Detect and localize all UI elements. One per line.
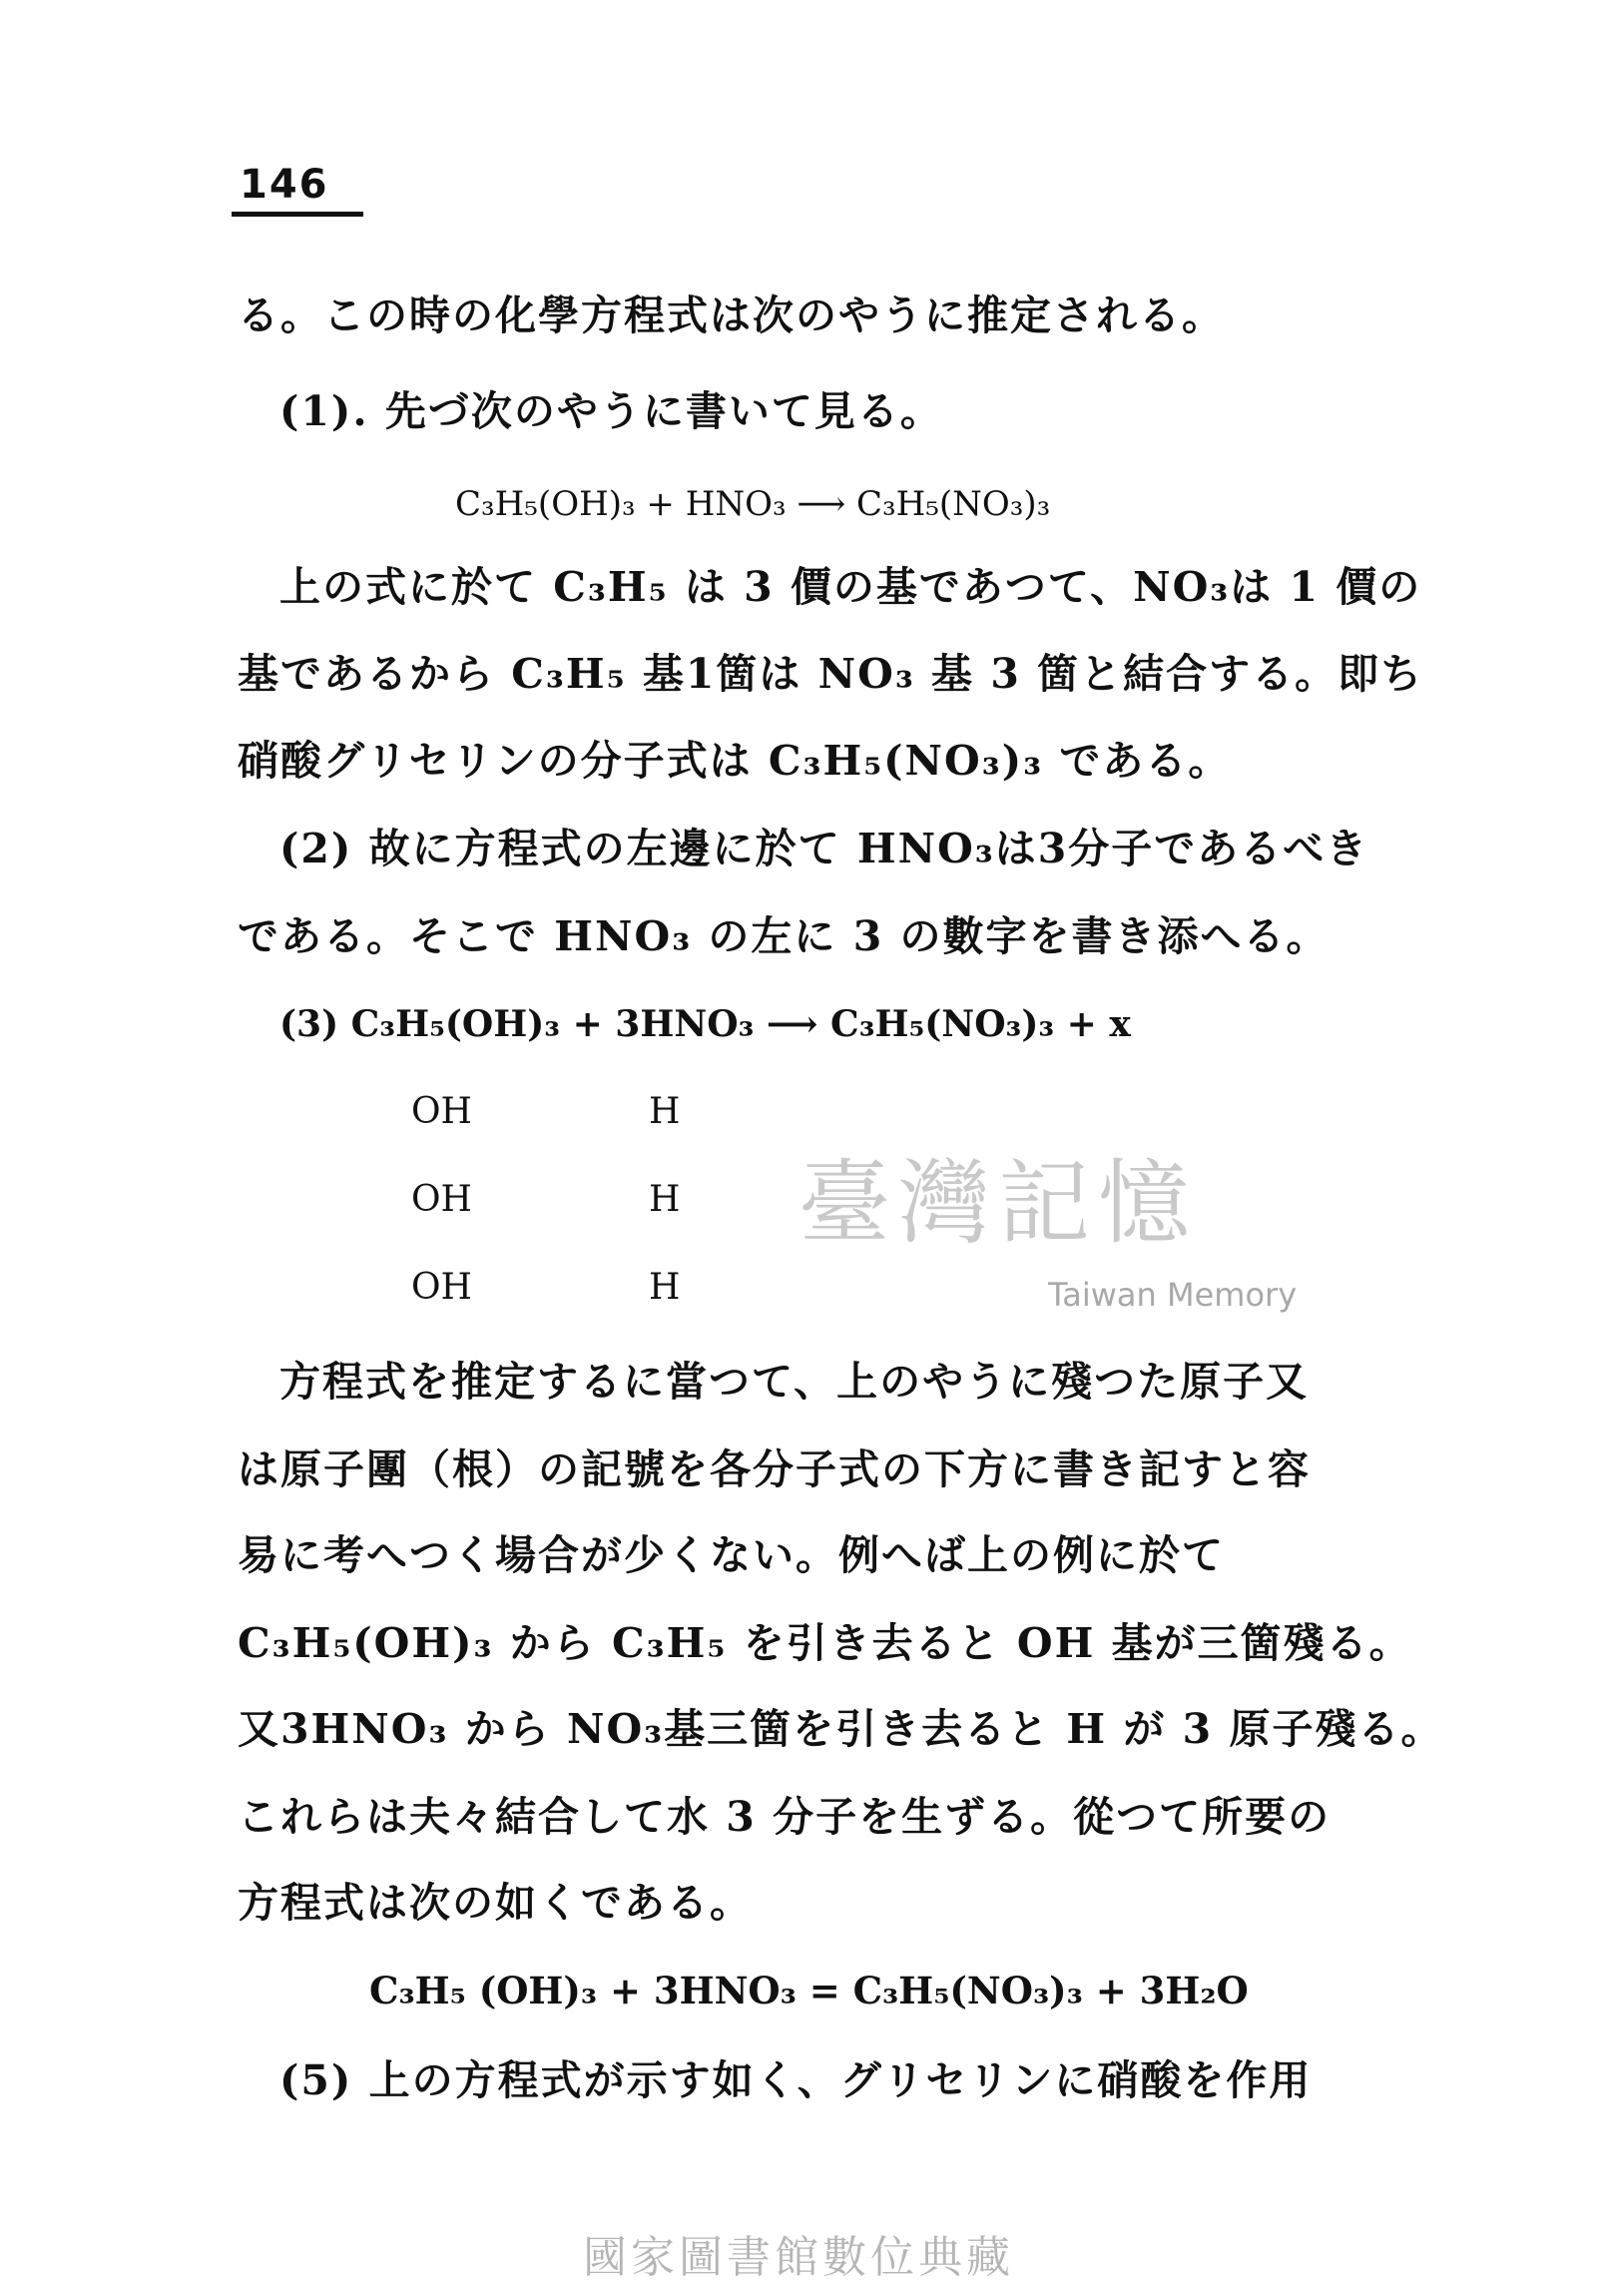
text-line-7: である。そこで HNO₃ の左に 3 の數字を書き添へる。 [238, 912, 1330, 960]
text-line-2: (1). 先づ次のやうに書いて見る。 [279, 387, 943, 435]
text-line-14: 方程式は次の如くである。 [238, 1879, 753, 1927]
text-line-5: 硝酸グリセリンの分子式は C₃H₅(NO₃)₃ である。 [238, 737, 1232, 785]
formula-final: C₃H₅ (OH)₃ + 3HNO₃ = C₃H₅(NO₃)₃ + 3H₂O [369, 1969, 1249, 2012]
page-number-rule [232, 212, 363, 217]
formula-step1: C₃H₅(OH)₃ + HNO₃ ⟶ C₃H₅(NO₃)₃ [455, 484, 1051, 524]
page-number: 146 [240, 162, 329, 208]
residue-h-2: H [649, 1179, 681, 1220]
text-line-10: 易に考へつく場合が少くない。例へば上の例に於て [238, 1531, 1225, 1579]
residue-h-1: H [649, 1091, 681, 1132]
library-footer: 國家圖書館數位典藏 [583, 2232, 1014, 2283]
residue-h-3: H [649, 1267, 681, 1308]
text-line-12: 又3HNO₃ から NO₃基三箇を引き去ると H が 3 原子殘る。 [238, 1705, 1444, 1753]
taiwan-memory-watermark [798, 1150, 1318, 1318]
text-line-3: 上の式に於て C₃H₅ は 3 價の基であつて、NO₃は 1 價の [279, 563, 1422, 611]
residue-oh-1: OH [411, 1091, 472, 1132]
text-line-1: る。この時の化學方程式は次のやうに推定される。 [238, 291, 1225, 339]
text-line-6: (2) 故に方程式の左邊に於て HNO₃は3分子であるべき [279, 825, 1369, 872]
text-line-8: 方程式を推定するに當つて、上のやうに殘つた原子又 [279, 1358, 1310, 1406]
watermark-title: 臺灣記憶 [798, 1150, 1199, 1257]
text-line-13: これらは夫々結合して水 3 分子を生ずる。從つて所要の [238, 1793, 1331, 1841]
text-line-4: 基であるから C₃H₅ 基1箇は NO₃ 基 3 箇と結合する。即ち [238, 650, 1424, 698]
text-line-11: C₃H₅(OH)₃ から C₃H₅ を引き去ると OH 基が三箇殘る。 [238, 1619, 1412, 1667]
residue-oh-2: OH [411, 1179, 472, 1220]
text-line-15: (5) 上の方程式が示す如く、グリセリンに硝酸を作用 [279, 2056, 1313, 2104]
watermark-subtitle: Taiwan Memory [1048, 1276, 1298, 1314]
residue-oh-3: OH [411, 1267, 472, 1308]
text-line-9: は原子團（根）の記號を各分子式の下方に書き記すと容 [238, 1445, 1311, 1493]
formula-step3: (3) C₃H₅(OH)₃ + 3HNO₃ ⟶ C₃H₅(NO₃)₃ + x [279, 1003, 1131, 1045]
